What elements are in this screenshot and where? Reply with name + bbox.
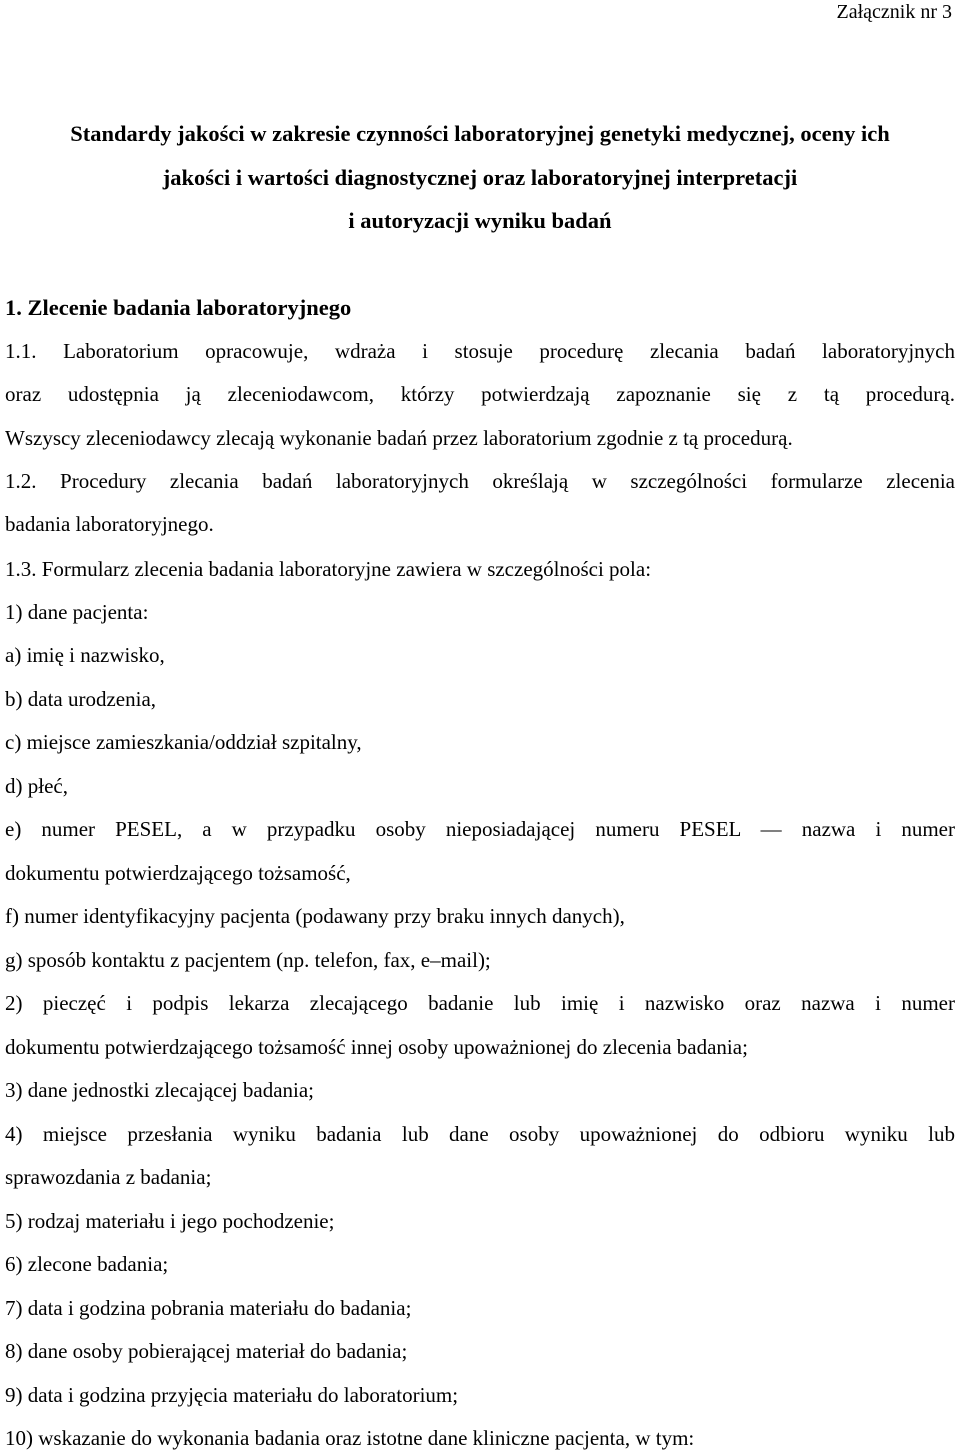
list-item-3: 3) dane jednostki zlecającej badania; bbox=[5, 1078, 315, 1102]
list-item-9: 9) data i godzina przyjęcia materiału do laboratorium; bbox=[5, 1383, 459, 1407]
document-title-line-3: i autoryzacji wyniku badań bbox=[348, 208, 612, 233]
list-item-8: 8) dane osoby pobierającej materiał do badania; bbox=[5, 1339, 408, 1363]
list-item-7: 7) data i godzina pobrania materiału do badania; bbox=[5, 1296, 412, 1320]
paragraph-1-2-line-2: badania laboratoryjnego. bbox=[5, 512, 214, 536]
list-item-2-line-2: dokumentu potwierdzającego tożsamość innej osoby upoważnionej do zlecenia badania; bbox=[5, 1035, 748, 1059]
paragraph-1-1-line-3: Wszyscy zleceniodawcy zlecają wykonanie badań przez laboratorium zgodnie z tą procedurą. bbox=[5, 426, 793, 450]
list-item-4-line-2: sprawozdania z badania; bbox=[5, 1165, 212, 1189]
list-item-5: 5) rodzaj materiału i jego pochodzenie; bbox=[5, 1209, 335, 1233]
list-item-10: 10) wskazanie do wykonania badania oraz istotne dane kliniczne pacjenta, w tym: bbox=[5, 1426, 695, 1450]
list-item-1c: c) miejsce zamieszkania/oddział szpitalny, bbox=[5, 730, 362, 754]
list-item-1a: a) imię i nazwisko, bbox=[5, 643, 165, 667]
list-item-1e-line-1: e) numer PESEL, a w przypadku osoby nieposiadającej numeru PESEL — nazwa i numer bbox=[5, 817, 955, 841]
list-item-1b: b) data urodzenia, bbox=[5, 687, 157, 711]
list-item-6: 6) zlecone badania; bbox=[5, 1252, 169, 1276]
list-item-1: 1) dane pacjenta: bbox=[5, 600, 149, 624]
list-item-2-line-1: 2) pieczęć i podpis lekarza zlecającego badanie lub imię i nazwisko oraz nazwa i numer bbox=[5, 991, 955, 1015]
paragraph-1-2-line-1: 1.2. Procedury zlecania badań laboratoryjnych określają w szczególności formularze zlecenia bbox=[5, 469, 955, 493]
document-title-line-2: jakości i wartości diagnostycznej oraz laboratoryjnej interpretacji bbox=[162, 165, 798, 190]
paragraph-1-1-line-2: oraz udostępnia ją zleceniodawcom, którzy potwierdzają zapoznanie się z tą procedurą. bbox=[5, 382, 955, 406]
list-item-1e-line-2: dokumentu potwierdzającego tożsamość, bbox=[5, 861, 351, 885]
list-item-4-line-1: 4) miejsce przesłania wyniku badania lub dane osoby upoważnionej do odbioru wyniku lub bbox=[5, 1122, 955, 1146]
list-item-1f: f) numer identyfikacyjny pacjenta (podawany przy braku innych danych), bbox=[5, 904, 625, 928]
list-item-1g: g) sposób kontaktu z pacjentem (np. telefon, fax, e–mail); bbox=[5, 948, 491, 972]
list-item-1d: d) płeć, bbox=[5, 774, 68, 798]
annex-label: Załącznik nr 3 bbox=[836, 1, 952, 23]
document-title-line-1: Standardy jakości w zakresie czynności laboratoryjnej genetyki medycznej, oceny ich bbox=[70, 121, 890, 146]
paragraph-1-1-line-1: 1.1. Laboratorium opracowuje, wdraża i stosuje procedurę zlecania badań laboratoryjnych bbox=[5, 339, 955, 363]
paragraph-1-3: 1.3. Formularz zlecenia badania laboratoryjne zawiera w szczególności pola: bbox=[5, 557, 652, 581]
section-heading: 1. Zlecenie badania laboratoryjnego bbox=[5, 295, 352, 320]
